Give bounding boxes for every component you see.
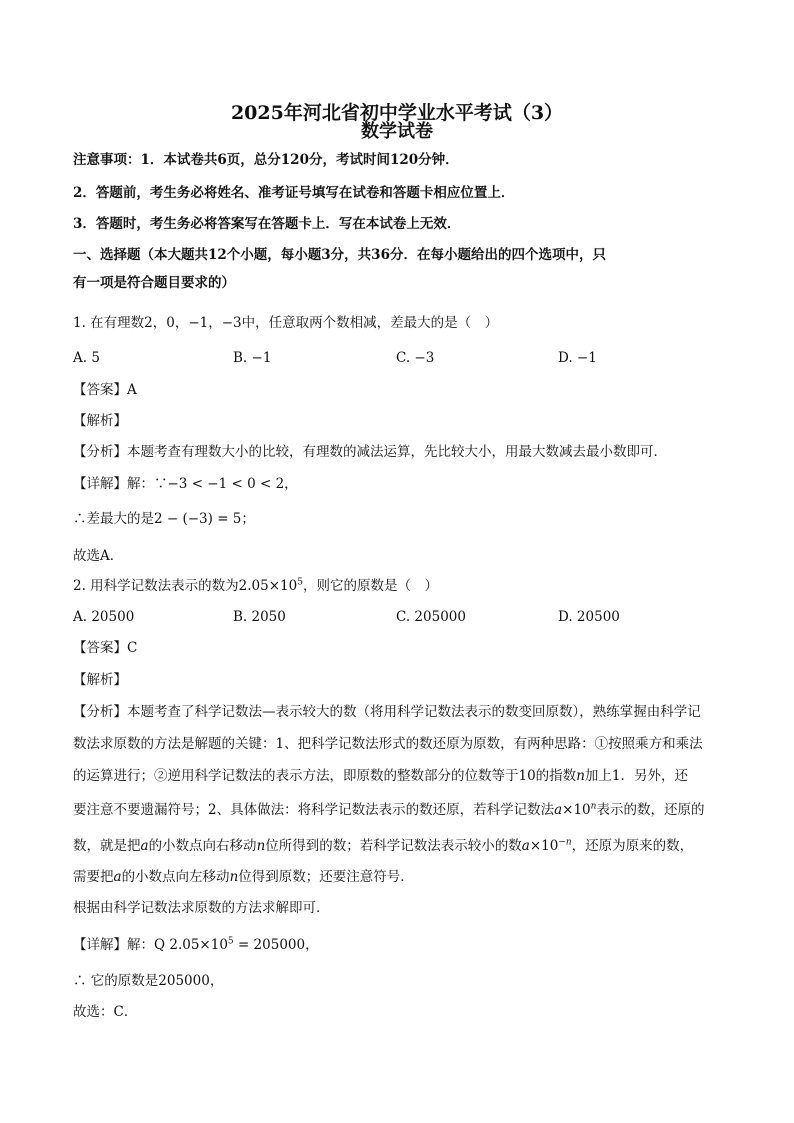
notice-line-1: 注意事项：1．本试卷共6页，总分120分，考试时间120分钟．: [73, 152, 459, 168]
q2-a6-mid: 的小数点向左移动: [121, 869, 230, 885]
q2-a5-mid2: 位所得到的数；若科学记数法表示较小的数: [265, 838, 522, 854]
q1-jiexi-label: 【解析】: [73, 413, 127, 429]
q2-option-b: B. 2050: [233, 609, 286, 625]
q2-jiexi-label: 【解析】: [73, 672, 127, 688]
q2-detail-post: = 205000，: [233, 937, 319, 953]
question-1-stem: 1. 在有理数2，0，−1，−3中，任意取两个数相减，差最大的是（ ）: [73, 315, 499, 331]
q2-a5-exponent: −n: [558, 837, 572, 848]
q1-option-a: A. 5: [73, 350, 100, 366]
q2-a3-pre: 的运算进行；②逆用科学记数法的表示方法，即原数的整数部分的位数等于10的指数: [73, 768, 577, 784]
exam-title: 2025年河北省初中学业水平考试（3）: [230, 102, 564, 124]
q2-a6-var-a: a: [113, 869, 122, 885]
q2-detail: [73, 935, 319, 955]
q2-a4-var-a: a: [554, 802, 563, 818]
q2-detail-exponent: 5: [227, 936, 234, 947]
q2-stem-exponent: 5: [297, 577, 303, 588]
q2-a4-exponent: n: [590, 801, 597, 812]
q2-answer: 【答案】C: [73, 640, 138, 656]
q1-option-b: B. −1: [233, 350, 272, 366]
q2-a5-post: ，还原为原来的数，: [571, 838, 694, 854]
q2-a4-mid: ×10: [562, 802, 591, 818]
q2-analysis-line-7: 根据由科学记数法求原数的方法求解即可．: [73, 900, 330, 916]
q2-a5-pre: 数，就是把: [73, 838, 141, 854]
q2-a3-var-n: n: [576, 768, 585, 784]
q2-option-a: A. 20500: [73, 609, 135, 625]
notice-line-2: 2．答题前，考生务必将姓名、准考证号填写在试卷和答题卡相应位置上．: [73, 185, 515, 201]
q1-option-c: C. −3: [396, 350, 435, 366]
q2-a6-var-n: n: [229, 869, 239, 885]
section-heading-line-2: 有一项是符合题目要求的）: [73, 275, 235, 291]
q2-analysis-line-6: [73, 867, 414, 887]
q2-stem-post: ，则它的原数是（ ）: [302, 578, 438, 594]
q2-analysis-line-2: 数法求原数的方法是解题的关键：1、把科学记数法形式的数还原为原数，有两种思路：①按照乘方和乘法: [73, 736, 703, 752]
q1-therefore: ∴差最大的是2 − (−3) = 5；: [73, 511, 255, 527]
q2-analysis-line-4: [73, 800, 704, 820]
section-heading-line-1: 一、选择题（本大题共12个小题，每小题3分，共36分．在每小题给出的四个选项中，只: [73, 247, 606, 263]
q2-a6-post: 位得到原数；还要注意符号．: [238, 869, 414, 885]
q1-detail: 【详解】解：∵−3 < −1 < 0 < 2，: [73, 476, 298, 492]
q1-option-d: D. −1: [558, 350, 597, 366]
q2-a6-pre: 需要把: [73, 869, 114, 885]
q2-stem-pre: 2. 用科学记数法表示的数为2.05×10: [73, 578, 298, 594]
q2-a4-pre: 要注意不要遗漏符号；2、具体做法：将科学记数法表示的数还原，若科学记数法: [73, 802, 555, 818]
q1-analysis: 【分析】本题考查有理数大小的比较，有理数的减法运算，先比较大小，用最大数减去最小数即可．: [73, 444, 667, 460]
q2-a3-post: 加上1．另外，还: [584, 768, 688, 784]
q2-analysis-line-1: 【分析】本题考查了科学记数法—表示较大的数（将用科学记数法表示的数变回原数），熟练掌握由科学记: [73, 704, 701, 720]
q2-detail-pre: 【详解】解：Q 2.05×10: [73, 937, 228, 953]
exam-subtitle: 数学试卷: [361, 121, 433, 142]
q2-therefore: ∴ 它的原数是205000，: [73, 973, 224, 989]
q1-choose: 故选A．: [73, 548, 124, 564]
q2-option-d: D. 20500: [558, 609, 620, 625]
q2-analysis-line-3: [73, 766, 688, 786]
q2-analysis-line-5: [73, 836, 693, 856]
q2-a5-mid1: 的小数点向右移动: [148, 838, 257, 854]
q2-choose: 故选：C．: [73, 1004, 138, 1020]
q2-a5-var-n: n: [256, 838, 266, 854]
notice-line-3: 3．答题时，考生务必将答案写在答题卡上．写在本试卷上无效．: [73, 216, 461, 232]
question-2-stem: [73, 576, 438, 596]
q2-a5-mid3: ×10: [529, 838, 559, 854]
q2-a4-post: 表示的数，还原的: [596, 802, 705, 818]
q2-option-c: C. 205000: [396, 609, 466, 625]
q2-a5-var-a2: a: [521, 838, 530, 854]
q2-a5-var-a: a: [140, 838, 149, 854]
q1-answer: 【答案】A: [73, 382, 137, 398]
